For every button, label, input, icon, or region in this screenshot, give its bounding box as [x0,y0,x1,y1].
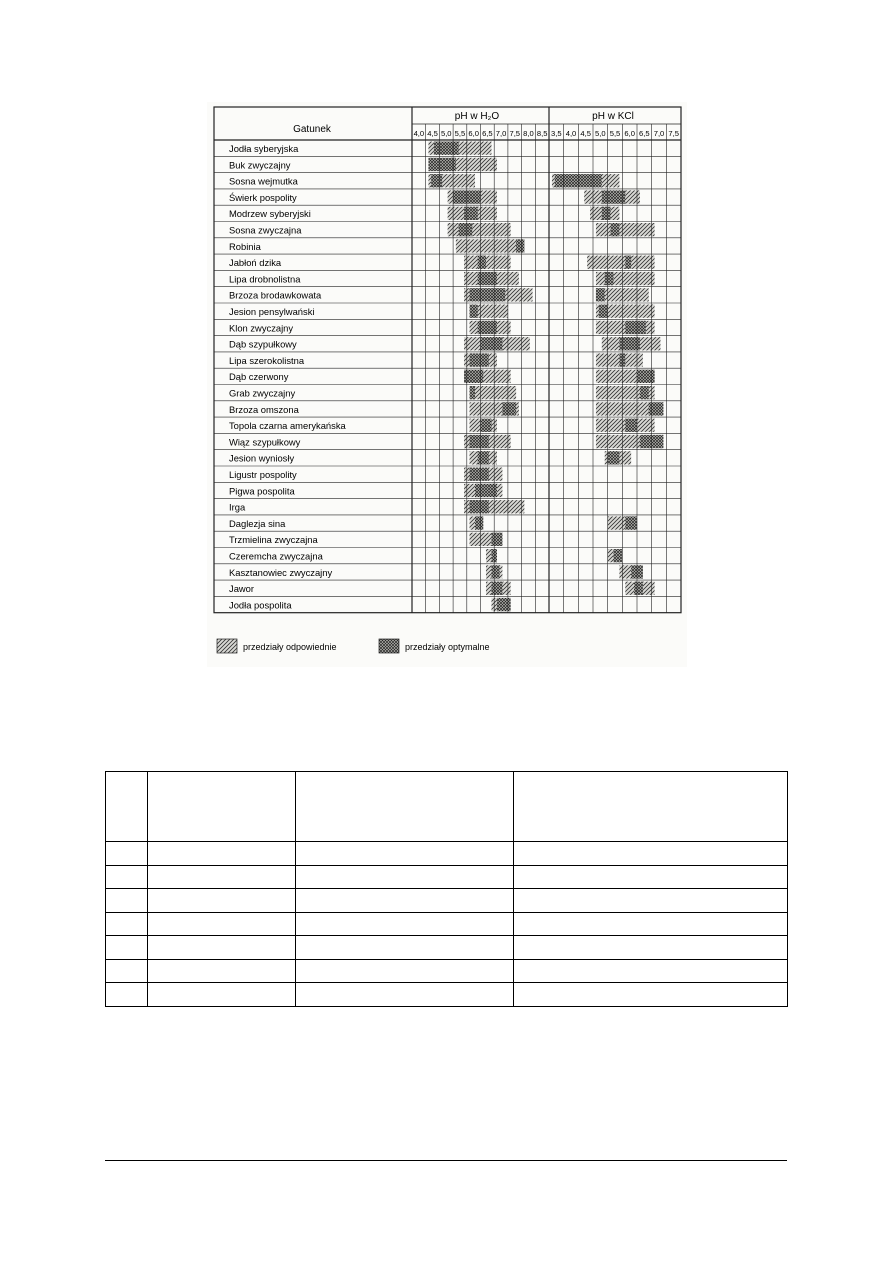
answer-table-cell [148,842,296,866]
kcl-optimal-bar [611,223,620,236]
h2o-optimal-bar [470,353,489,366]
species-label: Klon zwyczajny [229,322,294,334]
kcl-optimal-bar [599,305,608,318]
h2o-optimal-bar [475,484,497,497]
kcl-tick-label: 5,0 [595,129,606,138]
legend-optimal-swatch [379,639,399,653]
h2o-tick-label: 8,0 [523,129,534,138]
h2o-optimal-bar [475,516,483,529]
h2o-suitable-bar [456,239,524,252]
species-column-header: Gatunek [293,124,331,135]
answer-table-row [106,936,788,960]
kcl-optimal-bar [602,207,611,220]
answer-table-cell [514,936,788,960]
answer-table-cell [106,865,148,889]
species-label: Ligustr pospolity [229,469,297,480]
species-label: Jawor [229,583,255,595]
h2o-optimal-bar [459,223,473,236]
species-label: Świerk pospolity [229,191,297,203]
answer-table-cell [106,912,148,936]
h2o-optimal-bar [481,419,492,432]
answer-table-cell [148,889,296,913]
answer-table-cell [296,842,514,866]
h2o-optimal-bar [516,239,524,252]
species-label: Wiąz szypułkowy [229,436,301,448]
range-bars [428,142,663,612]
legend-suitable-swatch [217,639,237,653]
answer-table-cell [106,983,148,1007]
species-labels [229,143,347,610]
h2o-column-header: pH w H₂O [454,111,500,122]
h2o-tick-label: 5,0 [440,129,452,138]
kcl-optimal-bar [625,419,637,432]
h2o-optimal-bar [470,288,506,301]
kcl-tick-label: 6,0 [624,129,635,138]
kcl-tick-label: 3,5 [551,129,562,138]
legend-optimal-label: przedziały optymalne [405,642,490,652]
answer-table-cell [296,889,514,913]
h2o-optimal-bar [470,386,475,399]
species-label: Jabłoń dzika [229,257,282,269]
species-label: Sosna wejmutka [229,175,298,187]
species-label: Daglezja sina [229,517,286,529]
species-label: Modrzew syberyjski [229,208,311,220]
h2o-tick-label: 8,5 [536,129,548,138]
h2o-optimal-bar [470,305,478,318]
kcl-optimal-bar [625,516,637,529]
answer-table-cell [106,772,148,842]
h2o-optimal-bar [470,500,489,513]
answer-table-row [106,983,788,1007]
kcl-tick-label: 7,5 [668,129,679,138]
h2o-tick-label: 6,0 [468,129,479,138]
legend [217,639,490,653]
species-label: Czeremcha zwyczajna [229,550,323,562]
answer-table-row [106,842,788,866]
h2o-suitable-bar [464,256,511,269]
h2o-tick-label: 5,5 [454,129,466,138]
answer-table-cell [106,936,148,960]
answer-table-row [106,889,788,913]
h2o-optimal-bar [502,402,516,415]
answer-table-cell [514,842,788,866]
kcl-optimal-bar [596,288,605,301]
h2o-optimal-bar [478,451,489,464]
kcl-suitable-bar [596,223,655,236]
answer-table-row [106,912,788,936]
h2o-optimal-bar [491,582,502,595]
species-label: Jesion pensylwański [229,306,315,317]
h2o-suitable-bar [448,223,511,236]
h2o-optimal-bar [470,468,489,481]
answer-table-cell [296,865,514,889]
answer-table-cell [148,959,296,983]
answer-table-cell [148,936,296,960]
species-label: Kasztanowiec zwyczajny [229,566,333,578]
answer-table-cell [514,865,788,889]
h2o-optimal-bar [497,598,511,611]
ph-tolerance-figure [207,102,687,667]
kcl-tick-label: 4,5 [580,129,591,138]
species-label: Trzmielina zwyczajna [229,534,318,546]
species-label: Brzoza brodawkowata [229,289,322,301]
species-label: Dąb szypułkowy [229,338,297,350]
kcl-optimal-bar [608,451,620,464]
answer-table-row [106,865,788,889]
h2o-tick-label: 7,5 [509,129,521,138]
footer-rule [105,1160,787,1161]
h2o-tick-label: 7,0 [495,129,507,138]
answer-table-cell [106,959,148,983]
species-label: Topola czarna amerykańska [229,420,346,432]
h2o-optimal-bar [491,533,502,546]
kcl-optimal-bar [602,190,625,203]
answer-table-cell [148,912,296,936]
species-label: Dąb czerwony [229,371,289,383]
species-label: Brzoza omszona [229,403,299,415]
species-label: Lipa szerokolistna [229,354,305,366]
answer-table-cell [148,865,296,889]
kcl-tick-label: 5,5 [609,129,621,138]
answer-table-cell [106,842,148,866]
species-label: Jodła pospolita [229,599,292,611]
h2o-optimal-bar [470,435,489,448]
species-label: Irga [229,501,246,513]
answer-table-row [106,959,788,983]
answer-table-cell [148,772,296,842]
kcl-column-header: pH w KCl [592,111,634,122]
h2o-optimal-bar [491,565,499,578]
h2o-optimal-bar [464,207,478,220]
species-label: Pigwa pospolita [229,485,295,497]
answer-table-cell [514,889,788,913]
answer-table [105,771,788,1007]
answer-table-cell [296,936,514,960]
kcl-tick-label: 4,0 [565,129,577,138]
kcl-tick-label: 6,5 [639,129,650,138]
kcl-tick-label: 7,0 [653,129,665,138]
h2o-suitable-bar [470,386,517,399]
h2o-optimal-bar [478,256,486,269]
h2o-optimal-bar [481,337,503,350]
species-label: Jesion wyniosły [229,452,295,464]
ph-range-chart [207,102,687,667]
h2o-tick-label: 4,0 [413,129,425,138]
answer-table-cell [514,772,788,842]
answer-table-cell [148,983,296,1007]
species-label: Robinia [229,240,261,252]
answer-table-cell [514,983,788,1007]
species-label: Jodła syberyjska [229,143,299,154]
kcl-optimal-bar [625,321,646,334]
h2o-optimal-bar [434,142,459,155]
answer-table-cell [106,889,148,913]
answer-table-cell [296,912,514,936]
legend-suitable-label: przedziały odpowiednie [243,642,337,652]
h2o-optimal-bar [428,158,455,171]
species-label: Lipa drobnolistna [229,273,301,285]
answer-table-cell [514,912,788,936]
species-label: Grab zwyczajny [229,387,296,399]
h2o-tick-label: 6,5 [482,129,493,138]
kcl-suitable-bar [587,256,654,269]
kcl-optimal-bar [640,386,649,399]
answer-table-cell [296,983,514,1007]
species-label: Sosna zwyczajna [229,224,302,236]
answer-table-cell [514,959,788,983]
h2o-tick-label: 4,5 [427,129,438,138]
kcl-optimal-bar [605,272,614,285]
species-label: Buk zwyczajny [229,159,291,171]
kcl-optimal-bar [634,582,643,595]
kcl-optimal-bar [614,549,623,562]
answer-table-cell [296,959,514,983]
kcl-optimal-bar [649,402,664,415]
h2o-optimal-bar [431,174,442,187]
kcl-optimal-bar [625,256,631,269]
answer-table-header-row [106,772,788,842]
answer-table-cell [296,772,514,842]
